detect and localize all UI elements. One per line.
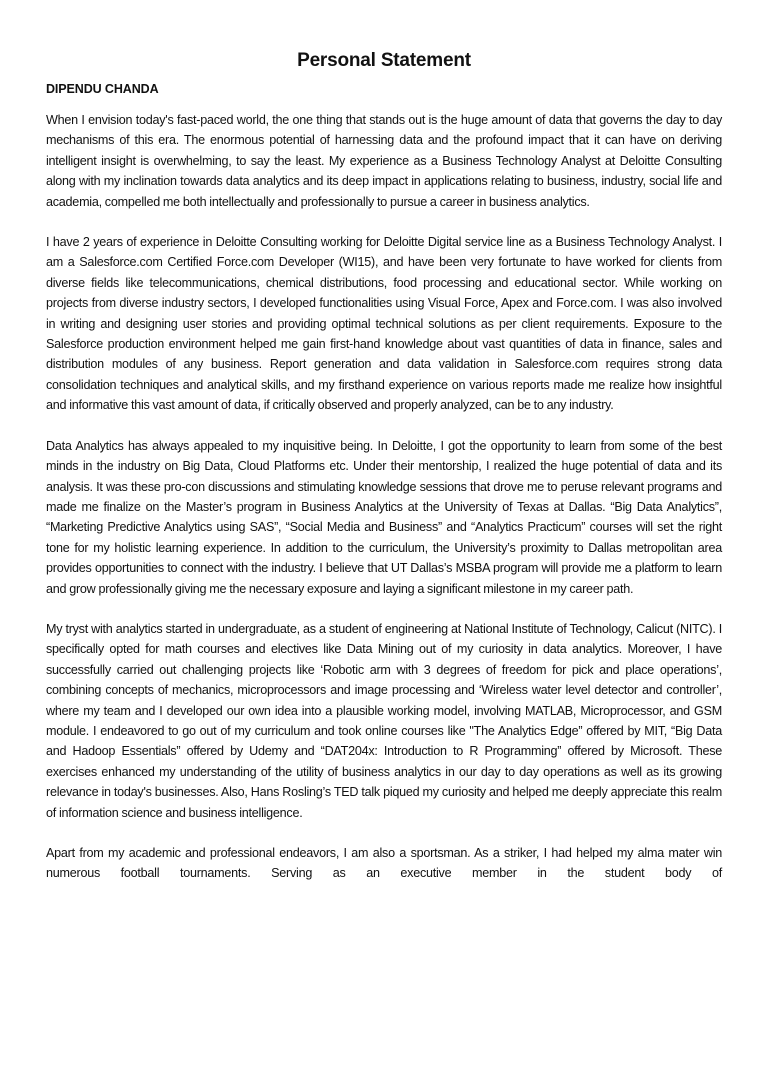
paragraph-motivation: Data Analytics has always appealed to my inquisitive being. In Deloitte, I got the opportunity to learn from some of the best minds in the industry on Big Data, Cloud Platforms etc. Under their mentorship, I realized the huge potential of data and its analysis. It was these pro-con discussions and stimulating knowledge sessions that drove me to peruse relevant programs and made me finalize on the Master’s program in Business Analytics at the University of Texas at Dallas. “Big Data Analytics”, “Marketing Predictive Analytics using SAS”, “Social Media and Business” and “Analytics Practicum” courses will set the right tone for my holistic learning experience. In addition to the curriculum, the University’s proximity to Dallas metropolitan area provides opportunities to connect with the industry. I believe that UT Dallas’s MSBA program will provide me a platform to learn and grow professionally giving me the necessary exposure and laying a significant milestone in my career path. xyxy=(46,438,722,596)
author-name: DIPENDU CHANDA xyxy=(46,82,159,96)
paragraph-experience: I have 2 years of experience in Deloitte Consulting working for Deloitte Digital service line as a Business Technology Analyst. I am a Salesforce.com Certified Force.com Developer (WI15), and have been very fortunate to have worked for clients from diverse fields like telecommunications, chemical distributions, food processing and educational sector. While working on projects from diverse industry sectors, I developed functionalities using Visual Force, Apex and Force.com. I was also involved in writing and designing user stories and providing optimal technical solutions as per client requirements. Exposure to the Salesforce production environment helped me gain first-hand knowledge about vast quantities of data in finance, sales and distribution modules of any business. Report generation and data validation in Salesforce.com requires strong data consolidation techniques and analytical skills, and my firsthand experience on various reports made me realize how insightful and informative this vast amount of data, if critically observed and properly analyzed, can be to any industry. xyxy=(46,235,722,413)
paragraph-extracurricular: Apart from my academic and professional endeavors, I am also a sportsman. As a striker, I had helped my alma mater win numerous football tournaments. Serving as an executive member in the student body of xyxy=(46,846,722,881)
document-page xyxy=(46,48,722,904)
paragraph-intro: When I envision today's fast-paced world, the one thing that stands out is the huge amount of data that governs the day to day mechanisms of this era. The enormous potential of harnessing data and the profound impact that it can have on deriving intelligent insight is overwhelming, to say the least. My experience as a Business Technology Analyst at Deloitte Consulting along with my inclination towards data analytics and its deep impact in applications relating to business, industry, social life and academia, compelled me both intellectually and professionally to pursue a career in business analytics. xyxy=(46,113,722,209)
paragraph-undergraduate: My tryst with analytics started in undergraduate, as a student of engineering at National Institute of Technology, Calicut (NITC). I specifically opted for math courses and electives like Data Mining out of my curiosity in data analytics. Moreover, I have successfully carried out challenging projects like ‘Robotic arm with 3 degrees of freedom for pick and place operations’, combining concepts of mechanics, microprocessors and image processing and ‘Wireless water level detector and controller’, where my team and I developed our own idea into a plausible working model, involving MATLAB, Microprocessor, and GSM module. I endeavored to go out of my curriculum and took online courses like "The Analytics Edge” offered by MIT, “Big Data and Hadoop Essentials” offered by Udemy and “DAT204x: Introduction to R Programming” offered by Microsoft. These exercises enhanced my understanding of the utility of business analytics in our day to day operations as well as its growing relevance in today's businesses. Also, Hans Rosling’s TED talk piqued my curiosity and helped me deeply appreciate this realm of information science and business intelligence. xyxy=(46,621,722,820)
document-title: Personal Statement xyxy=(297,50,471,71)
